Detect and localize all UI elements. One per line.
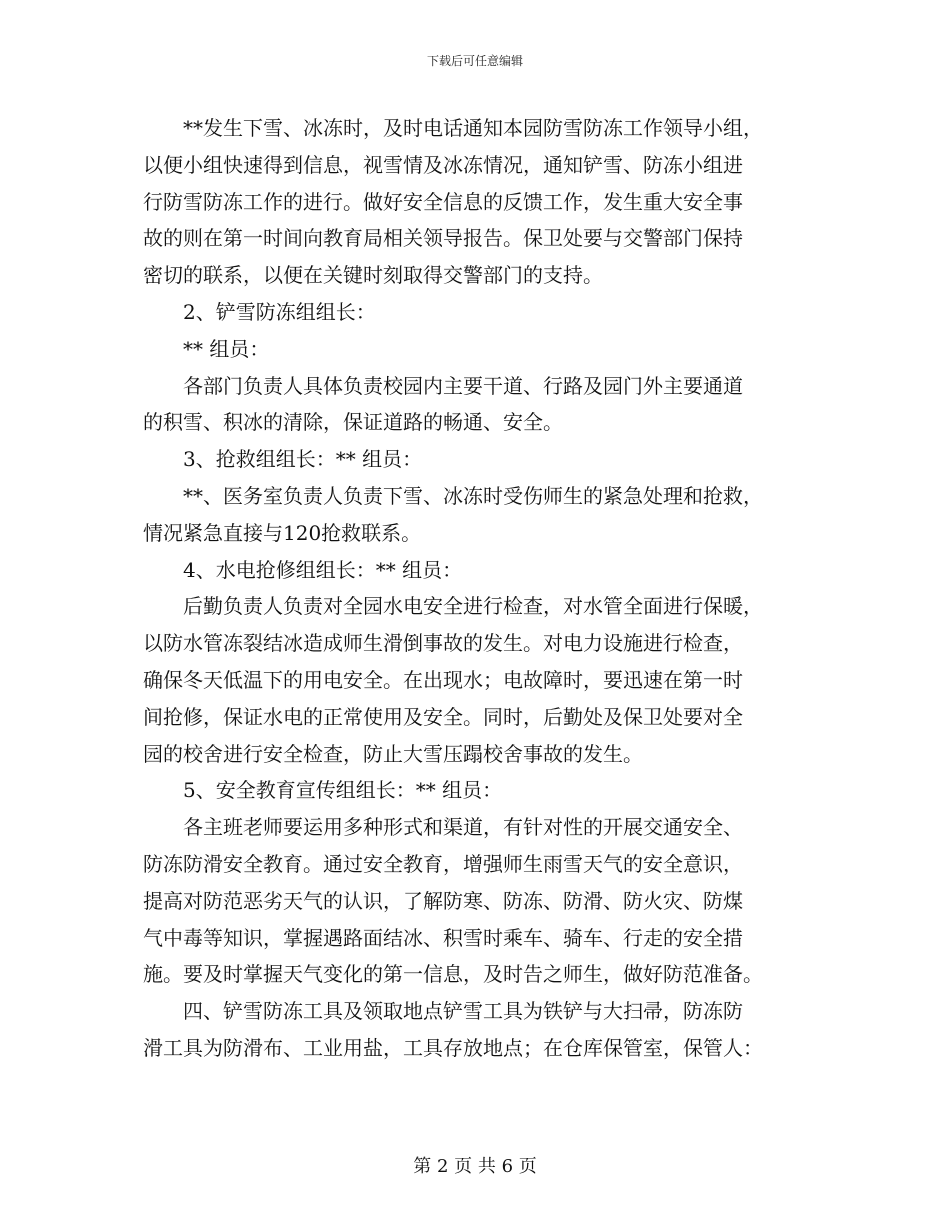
paragraph-line: 确保冬天低温下的用电安全。在出现水；电故障时，要迅速在第一时 <box>143 667 743 692</box>
paragraph-line: 气中毒等知识，掌握遇路面结冰、积雪时乘车、骑车、行走的安全措 <box>143 925 743 950</box>
paragraph-line: 后勤负责人负责对全园水电安全进行检查，对水管全面进行保暖， <box>183 594 763 619</box>
paragraph-line: 的积雪、积冰的清除，保证道路的畅通、安全。 <box>143 410 563 435</box>
paragraph-line: 园的校舍进行安全检查，防止大雪压蹋校舍事故的发生。 <box>143 741 643 766</box>
paragraph-line: 3、抢救组组长：** 组员： <box>183 447 423 472</box>
page-number-footer: 第 2 页 共 6 页 <box>413 1156 537 1177</box>
paragraph-line: 各部门负责人具体负责校园内主要干道、行路及园门外主要通道 <box>183 373 743 398</box>
paragraph-line: 行防雪防冻工作的进行。做好安全信息的反馈工作，发生重大安全事 <box>143 189 743 214</box>
paragraph-line: 2、铲雪防冻组组长： <box>183 299 376 324</box>
paragraph-line: 提高对防范恶劣天气的认识，了解防寒、防冻、防滑、防火灾、防煤 <box>143 888 743 913</box>
page-header-note: 下载后可任意编辑 <box>426 54 523 68</box>
paragraph-line: 4、水电抢修组组长：** 组员： <box>183 557 463 582</box>
paragraph-line: 防冻防滑安全教育。通过安全教育，增强师生雨雪天气的安全意识， <box>143 851 743 876</box>
paragraph-line: 5、安全教育宣传组组长：** 组员： <box>183 778 503 803</box>
paragraph-line: 密切的联系，以便在关键时刻取得交警部门的支持。 <box>143 263 603 288</box>
paragraph-line: ** 组员： <box>183 336 270 361</box>
paragraph-line: 情况紧急直接与120抢救联系。 <box>143 520 422 545</box>
paragraph-line: 各主班老师要运用多种形式和渠道，有针对性的开展交通安全、 <box>183 815 743 840</box>
paragraph-line: 施。要及时掌握天气变化的第一信息，及时告之师生，做好防范准备。 <box>143 962 763 987</box>
paragraph-line: 以便小组快速得到信息，视雪情及冰冻情况，通知铲雪、防冻小组进 <box>143 152 743 177</box>
paragraph-line: 四、铲雪防冻工具及领取地点铲雪工具为铁铲与大扫帚，防冻防 <box>183 999 743 1024</box>
paragraph-line: 以防水管冻裂结冰造成师生滑倒事故的发生。对电力设施进行检查， <box>143 631 743 656</box>
paragraph-line: **、医务室负责人负责下雪、冰冻时受伤师生的紧急处理和抢救， <box>183 483 763 508</box>
paragraph-line: 间抢修，保证水电的正常使用及安全。同时，后勤处及保卫处要对全 <box>143 704 743 729</box>
paragraph-line: **发生下雪、冰冻时，及时电话通知本园防雪防冻工作领导小组， <box>183 116 763 140</box>
paragraph-line: 滑工具为防滑布、工业用盐，工具存放地点；在仓库保管室，保管人： <box>143 1035 763 1060</box>
document-body <box>143 110 813 1067</box>
paragraph-line: 故的则在第一时间向教育局相关领导报告。保卫处要与交警部门保持 <box>143 226 743 251</box>
